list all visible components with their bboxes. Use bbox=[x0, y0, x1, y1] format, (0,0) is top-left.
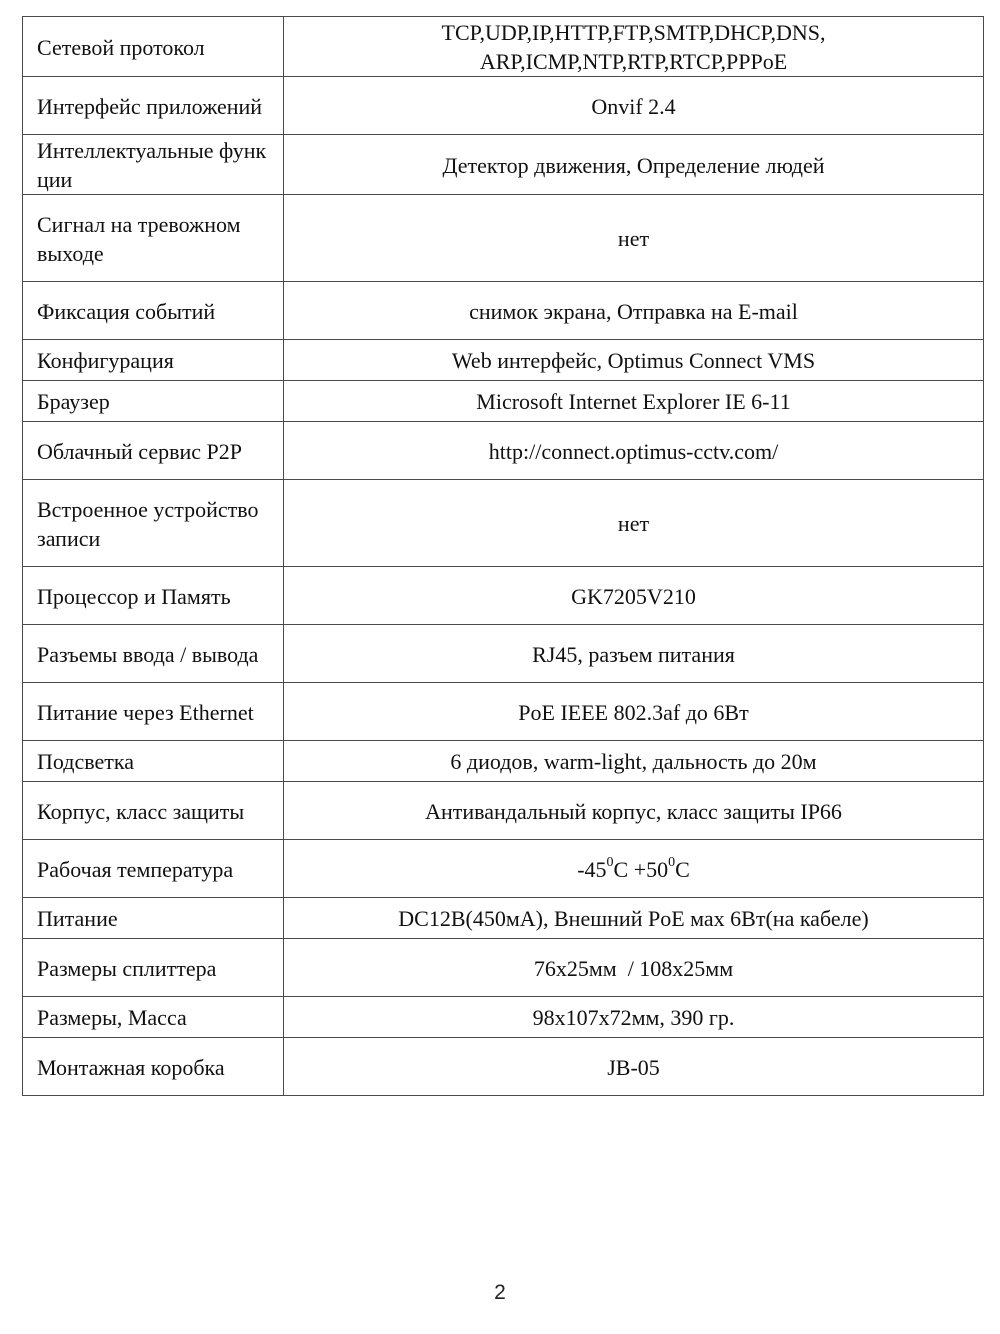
table-row bbox=[23, 195, 984, 282]
spec-value: Microsoft Internet Explorer IE 6-11 bbox=[284, 381, 984, 422]
spec-value: 98x107x72мм, 390 гр. bbox=[284, 997, 984, 1038]
degree-mark: 0 bbox=[606, 855, 614, 871]
table-row bbox=[23, 840, 984, 898]
spec-value: TCP,UDP,IP,HTTP,FTP,SMTP,DHCP,DNS, ARP,ICMP,NTP,RTP,RTCP,PPPoE bbox=[284, 17, 984, 77]
table-row bbox=[23, 625, 984, 683]
spec-value: нет bbox=[284, 480, 984, 567]
temp-max: +50 bbox=[633, 856, 669, 882]
table-row bbox=[23, 282, 984, 340]
spec-value: 76x25мм / 108x25мм bbox=[284, 939, 984, 997]
spec-label: Сетевой протокол bbox=[23, 17, 284, 77]
spec-label: Питание через Ethernet bbox=[23, 683, 284, 741]
spec-label: Подсветка bbox=[23, 741, 284, 782]
spec-value: 6 диодов, warm-light, дальность до 20м bbox=[284, 741, 984, 782]
spec-label: Питание bbox=[23, 898, 284, 939]
spec-label: Облачный сервис P2P bbox=[23, 422, 284, 480]
spec-value: RJ45, разъем питания bbox=[284, 625, 984, 683]
spec-label: Размеры сплиттера bbox=[23, 939, 284, 997]
spec-label: Корпус, класс защиты bbox=[23, 782, 284, 840]
spec-value: нет bbox=[284, 195, 984, 282]
spec-label: Фиксация событий bbox=[23, 282, 284, 340]
table-row bbox=[23, 422, 984, 480]
spec-label: Встроенное устройство записи bbox=[23, 480, 284, 567]
spec-value-temperature bbox=[284, 840, 984, 898]
spec-label: Конфигурация bbox=[23, 340, 284, 381]
table-row bbox=[23, 997, 984, 1038]
table-row bbox=[23, 898, 984, 939]
spec-value: Web интерфейс, Optimus Connect VMS bbox=[284, 340, 984, 381]
spec-value: DC12В(450мА), Внешний PoE мах 6Вт(на кабеле) bbox=[284, 898, 984, 939]
spec-label: Размеры, Масса bbox=[23, 997, 284, 1038]
spec-label: Интерфейс приложений bbox=[23, 77, 284, 135]
spec-value: Onvif 2.4 bbox=[284, 77, 984, 135]
degree-mark: 0 bbox=[668, 855, 676, 871]
spec-value: http://connect.optimus-cctv.com/ bbox=[284, 422, 984, 480]
table-row bbox=[23, 77, 984, 135]
temp-unit: C bbox=[675, 856, 690, 882]
table-row bbox=[23, 381, 984, 422]
table-row bbox=[23, 782, 984, 840]
spec-value: JB-05 bbox=[284, 1038, 984, 1096]
spec-value: Антивандальный корпус, класс защиты IP66 bbox=[284, 782, 984, 840]
temp-unit: C bbox=[613, 856, 629, 882]
table-row bbox=[23, 17, 984, 77]
temp-min: -45 bbox=[577, 856, 607, 882]
spec-label: Сигнал на тревожном выходе bbox=[23, 195, 284, 282]
spec-value: GK7205V210 bbox=[284, 567, 984, 625]
page-number: 2 bbox=[494, 1281, 506, 1304]
spec-label: Монтажная коробка bbox=[23, 1038, 284, 1096]
spec-label: Процессор и Память bbox=[23, 567, 284, 625]
table-row bbox=[23, 340, 984, 381]
table-row bbox=[23, 567, 984, 625]
spec-label: Интеллектуальные функции bbox=[23, 135, 284, 195]
table-row bbox=[23, 741, 984, 782]
spec-value: Детектор движения, Определение людей bbox=[284, 135, 984, 195]
specifications-table bbox=[22, 16, 984, 1096]
spec-label: Рабочая температура bbox=[23, 840, 284, 898]
spec-value: PoE IEEE 802.3af до 6Вт bbox=[284, 683, 984, 741]
table-row bbox=[23, 939, 984, 997]
spec-label: Разъемы ввода / вывода bbox=[23, 625, 284, 683]
table-row bbox=[23, 683, 984, 741]
table-row bbox=[23, 1038, 984, 1096]
table-row bbox=[23, 135, 984, 195]
spec-label: Браузер bbox=[23, 381, 284, 422]
table-row bbox=[23, 480, 984, 567]
spec-value: снимок экрана, Отправка на E-mail bbox=[284, 282, 984, 340]
